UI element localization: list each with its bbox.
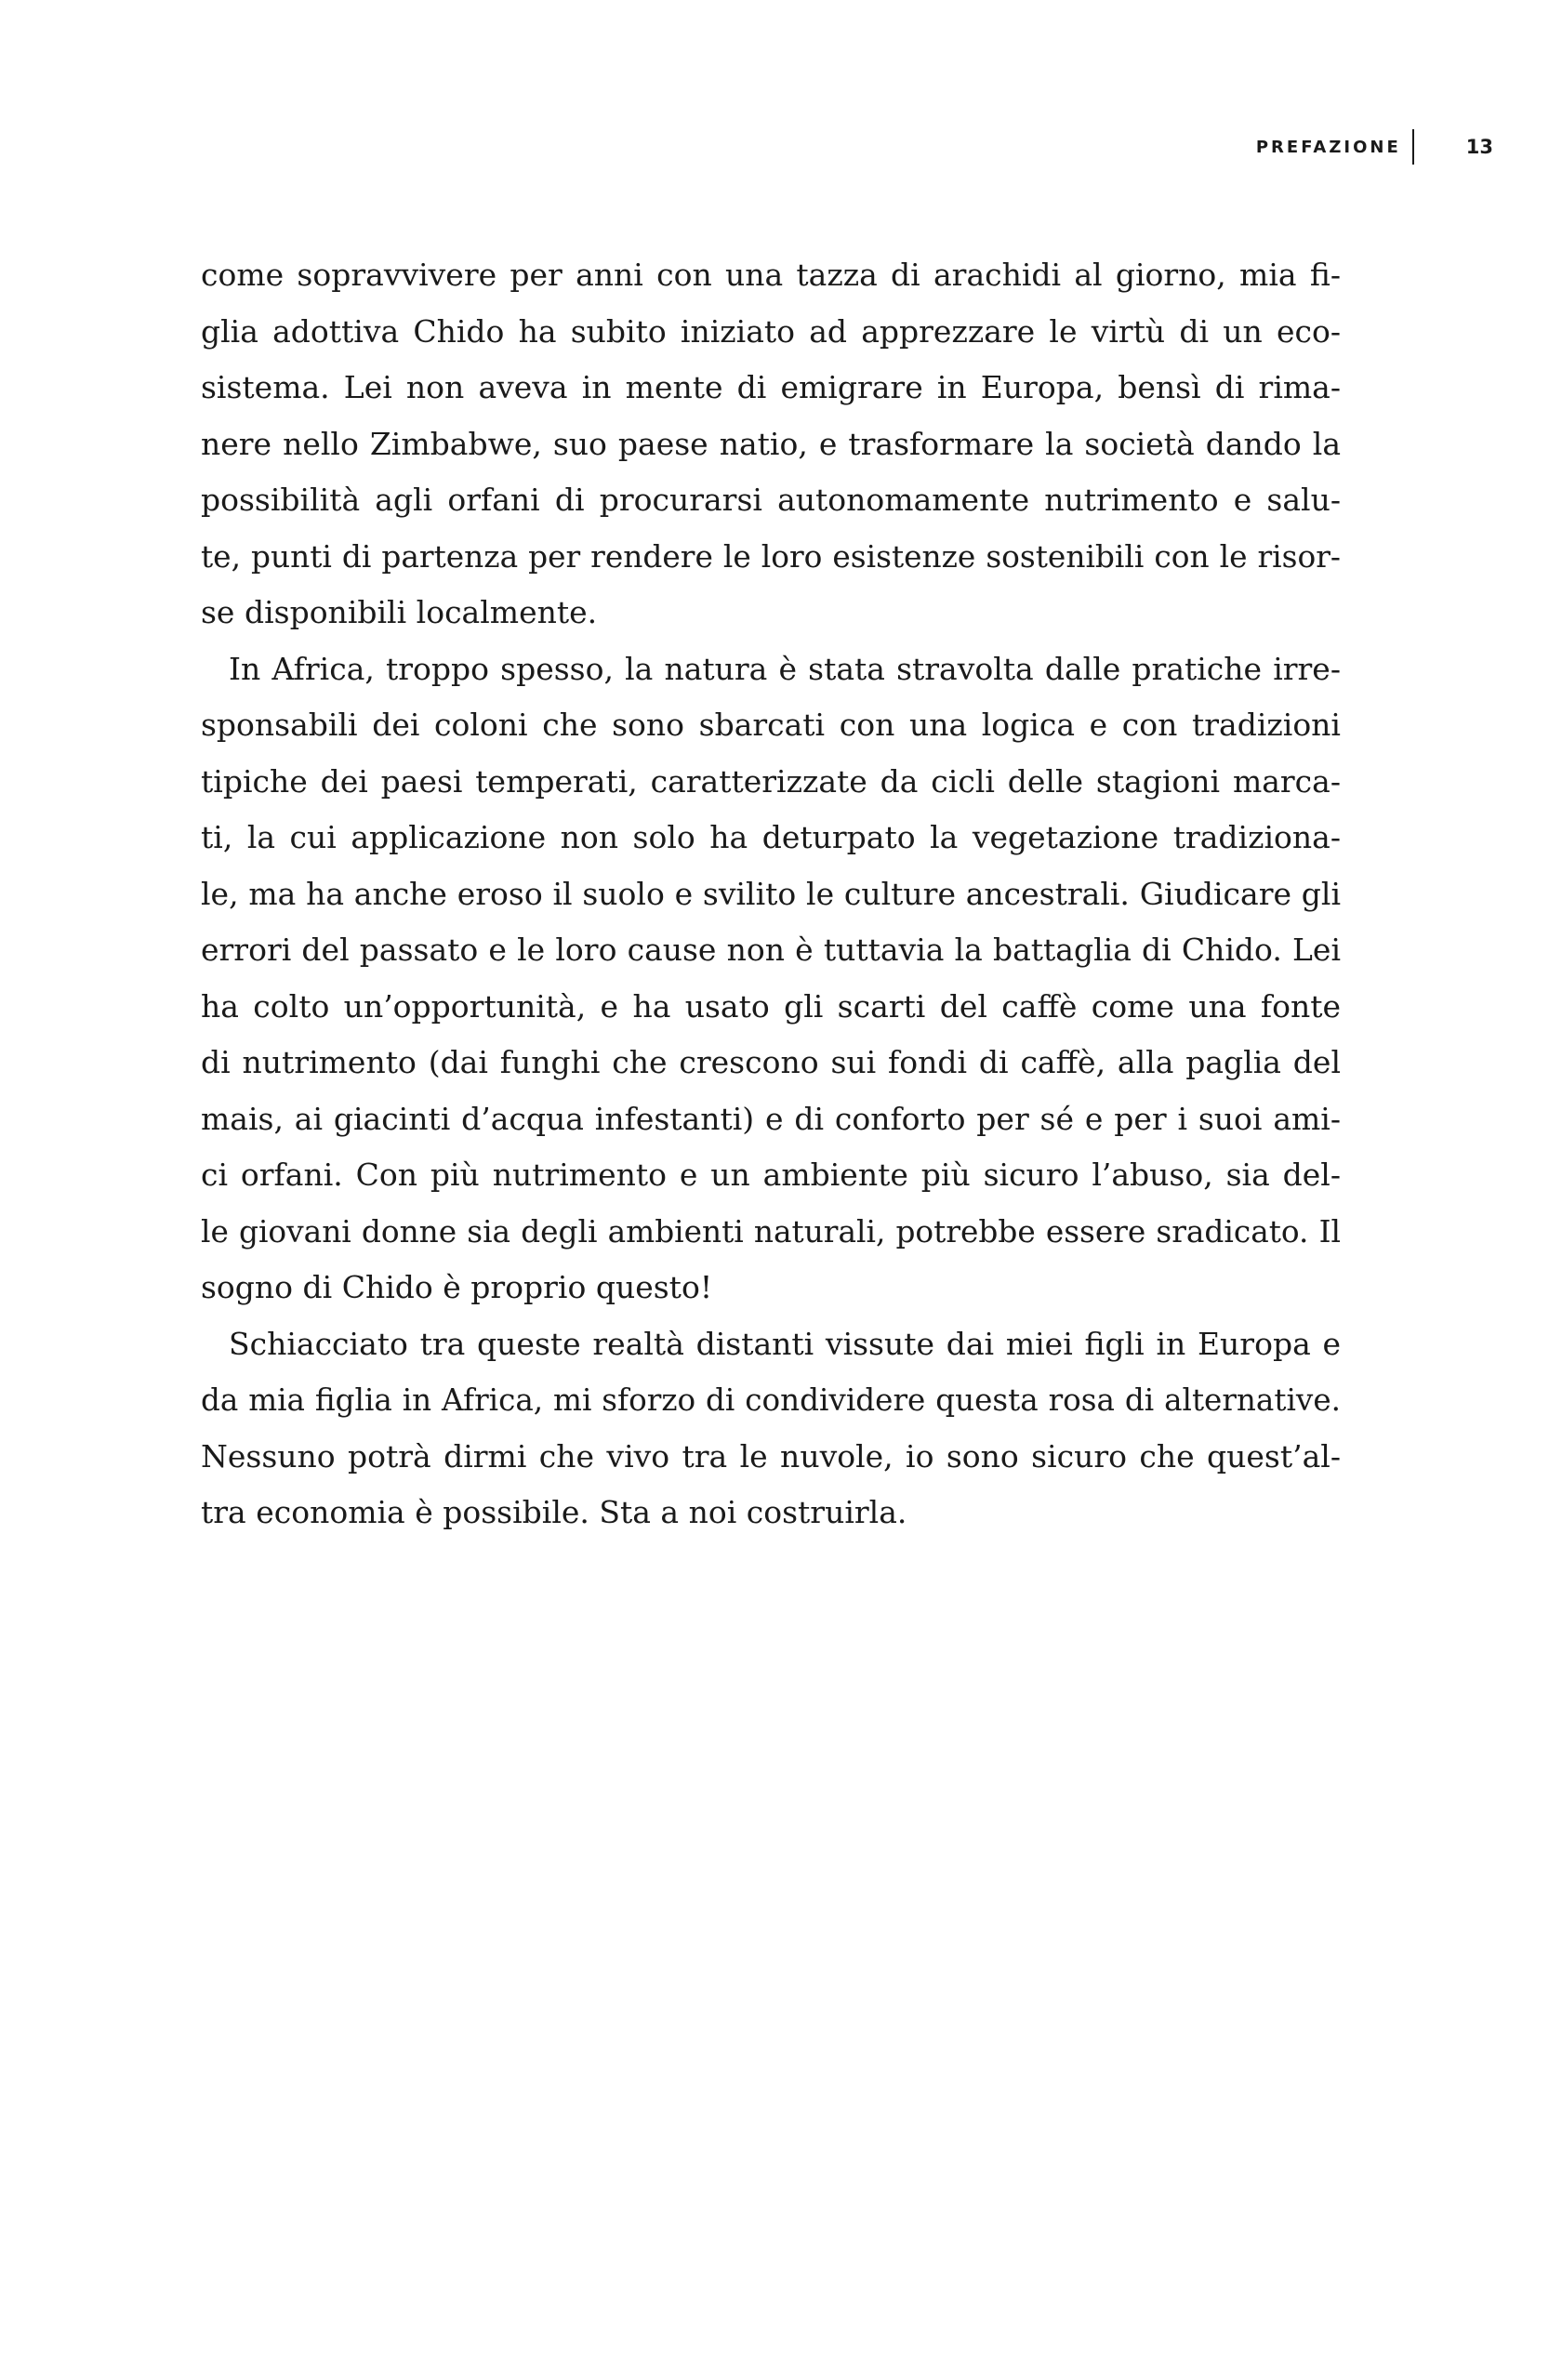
text-line: da mia figlia in Africa, mi sforzo di condividere questa rosa di alternative. xyxy=(201,1382,1341,1418)
page-number: 13 xyxy=(1465,136,1493,158)
text-line: se disponibili localmente. xyxy=(201,594,598,630)
text-line: mais, ai giacinti d’acqua infestanti) e di conforto per sé e per i suoi ami- xyxy=(201,1100,1341,1137)
text-line: tra economia è possibile. Sta a noi costruirla. xyxy=(201,1494,907,1530)
header-divider xyxy=(1412,129,1414,165)
text-line: nere nello Zimbabwe, suo paese natio, e trasformare la società dando la xyxy=(201,425,1341,462)
running-head xyxy=(1256,130,1493,164)
text-line: sistema. Lei non aveva in mente di emigrare in Europa, bensì di rima- xyxy=(201,369,1341,405)
text-line: sogno di Chido è proprio questo! xyxy=(201,1269,713,1305)
text-line: le, ma ha anche eroso il suolo e svilito le culture ancestrali. Giudicare gli xyxy=(201,875,1341,912)
text-line: Schiacciato tra queste realtà distanti vissute dai miei figli in Europa e xyxy=(229,1325,1341,1362)
text-line: Nessuno potrà dirmi che vivo tra le nuvole, io sono sicuro che quest’al- xyxy=(201,1437,1341,1474)
text-line: le giovani donne sia degli ambienti naturali, potrebbe essere sradicato. Il xyxy=(201,1213,1341,1250)
text-line: tipiche dei paesi temperati, caratterizzate da cicli delle stagioni marca- xyxy=(201,762,1341,800)
text-line: possibilità agli orfani di procurarsi autonomamente nutrimento e salu- xyxy=(201,482,1341,518)
text-line: ha colto un’opportunità, e ha usato gli scarti del caffè come una fonte xyxy=(201,987,1341,1025)
text-line: glia adottiva Chido ha subito iniziato ad apprezzare le virtù di un eco- xyxy=(201,312,1341,350)
text-line: ti, la cui applicazione non solo ha deturpato la vegetazione tradiziona- xyxy=(201,819,1341,855)
text-line: sponsabili dei coloni che sono sbarcati con una logica e con tradizioni xyxy=(201,707,1341,743)
text-line: come sopravvivere per anni con una tazza di arachidi al giorno, mia fi- xyxy=(201,257,1341,293)
text-line: di nutrimento (dai funghi che crescono sui fondi di caffè, alla paglia del xyxy=(201,1044,1341,1080)
text-line: In Africa, troppo spesso, la natura è stata stravolta dalle pratiche irre- xyxy=(229,650,1341,687)
text-line: ci orfani. Con più nutrimento e un ambiente più sicuro l’abuso, sia del- xyxy=(201,1157,1341,1193)
text-line: errori del passato e le loro cause non è tuttavia la battaglia di Chido. Lei xyxy=(201,932,1341,968)
body-text xyxy=(201,247,1341,1541)
text-line: te, punti di partenza per rendere le loro esistenze sostenibili con le risor- xyxy=(201,538,1341,575)
section-title: PREFAZIONE xyxy=(1255,137,1401,157)
